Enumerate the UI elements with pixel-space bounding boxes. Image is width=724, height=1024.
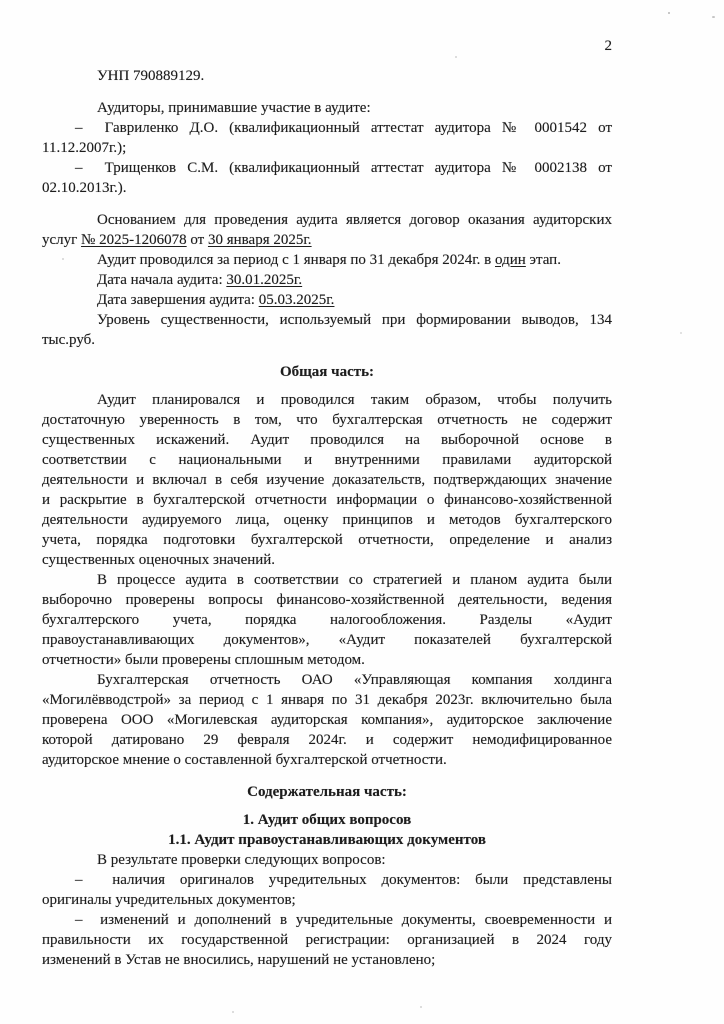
text-segment: – наличия оригиналов учредительных документов: были представлены — [75, 872, 612, 888]
text-line — [42, 330, 612, 350]
scan-speck — [455, 56, 457, 58]
line-gap — [42, 382, 612, 390]
page-number — [42, 36, 612, 56]
text-segment: изменений в Устав не вносились, нарушений не установлено; — [42, 952, 436, 968]
text-line — [42, 530, 612, 550]
text-line — [42, 570, 612, 590]
text-line — [42, 510, 612, 530]
text-segment: деятельности и включал в себя изучение доказательств, подтверждающих значение — [42, 472, 612, 488]
text-segment: Уровень существенности, используемый при формировании выводов, 134 — [97, 312, 612, 328]
text-segment: проверена ООО «Могилевская аудиторская компания», аудиторское заключение — [42, 712, 612, 728]
text-line — [42, 450, 612, 470]
text-segment: – изменений и дополнений в учредительные документы, своевременности и — [75, 912, 612, 928]
text-line — [42, 390, 612, 410]
text-line — [42, 270, 612, 290]
text-line — [42, 630, 612, 650]
text-segment: УНП 790889129. — [97, 68, 205, 84]
text-line — [42, 138, 612, 158]
text-segment: 1. Аудит общих вопросов — [242, 812, 412, 828]
text-segment: и раскрытие в бухгалтерской отчетности информации о финансово-хозяйственной — [42, 492, 612, 508]
text-segment: бухгалтерского учета, порядка налогообложения. Разделы «Аудит — [42, 612, 612, 628]
text-segment: соответствии с национальными и внутренними правилами аудиторской — [42, 452, 612, 468]
text-segment: Дата начала аудита: — [97, 272, 227, 288]
scan-speck — [668, 12, 670, 14]
heading-line — [42, 362, 612, 382]
text-line — [42, 650, 612, 670]
underlined-text: 30 января 2025г. — [207, 232, 312, 248]
line-gap — [42, 802, 612, 810]
text-segment: Аудиторы, принимавшие участие в аудите: — [97, 100, 371, 116]
text-line — [42, 590, 612, 610]
line-gap — [42, 770, 612, 782]
text-line — [42, 118, 612, 138]
text-line — [42, 290, 612, 310]
line-gap — [42, 86, 612, 98]
text-segment: которой датировано 29 февраля 2024г. и содержит немодифицированное — [42, 732, 612, 748]
text-line — [42, 410, 612, 430]
underlined-text: 05.03.2025г. — [258, 292, 335, 308]
text-segment: существенных оценочных значений. — [42, 552, 276, 568]
text-line — [42, 430, 612, 450]
text-segment: учета, порядка подготовки бухгалтерской отчетности, определение и анализ — [42, 532, 612, 548]
text-segment: Бухгалтерская отчетность ОАО «Управляющая компания холдинга — [97, 672, 612, 688]
text-line — [42, 230, 612, 250]
scan-speck — [680, 332, 682, 334]
text-segment: Содержательная часть: — [247, 784, 407, 800]
text-segment: – Трищенков С.М. (квалификационный аттестат аудитора № 0002138 от — [75, 160, 612, 176]
text-segment: Дата завершения аудита: — [97, 292, 259, 308]
text-segment: от — [186, 232, 208, 248]
text-segment: Основанием для проведения аудита является договор оказания аудиторских — [97, 212, 612, 228]
text-segment: оригиналы учредительных документов; — [42, 892, 296, 908]
text-line — [42, 910, 612, 930]
text-segment: отчетности» были проверены сплошным методом. — [42, 652, 365, 668]
line-gap — [42, 56, 612, 66]
text-line — [42, 710, 612, 730]
text-line — [42, 550, 612, 570]
text-segment: выборочно проверены вопросы финансово-хозяйственной деятельности, ведения — [42, 592, 612, 608]
text-segment: Аудит планировался и проводился таким образом, чтобы получить — [97, 392, 612, 408]
text-segment: этап. — [525, 252, 561, 268]
line-gap — [42, 198, 612, 210]
text-segment: 2 — [604, 38, 612, 54]
scan-speck — [712, 16, 715, 18]
text-segment: существенных искажений. Аудит проводился на выборочной основе в — [42, 432, 612, 448]
scan-speck — [232, 1011, 234, 1013]
text-line — [42, 750, 612, 770]
text-segment: правоустанавливающих документов», «Аудит показателей бухгалтерской — [42, 632, 612, 648]
text-segment: В результате проверки следующих вопросов: — [97, 852, 386, 868]
text-line — [42, 490, 612, 510]
text-line — [42, 690, 612, 710]
heading-line — [42, 810, 612, 830]
heading-line — [42, 782, 612, 802]
text-line — [42, 870, 612, 890]
text-segment: 11.12.2007г.); — [42, 140, 127, 156]
text-line — [42, 310, 612, 330]
text-line — [42, 158, 612, 178]
scan-speck — [420, 1006, 422, 1008]
heading-line — [42, 830, 612, 850]
text-segment: «Могилёвводстрой» за период с 1 января по 31 декабря 2023г. включительно была — [42, 692, 612, 708]
text-segment: аудиторское мнение о составленной бухгалтерской отчетности. — [42, 752, 447, 768]
text-line — [42, 850, 612, 870]
underlined-text: один — [495, 252, 526, 268]
text-line — [42, 930, 612, 950]
line-gap — [42, 350, 612, 362]
text-segment: правильности их государственной регистрации: организацией в 2024 году — [42, 932, 612, 948]
text-segment: 02.10.2013г.). — [42, 180, 127, 196]
underlined-text: № 2025-1206078 — [81, 232, 187, 248]
text-line — [42, 950, 612, 970]
text-line — [42, 98, 612, 118]
text-segment: Аудит проводился за период с 1 января по 31 декабря 2024г. в — [97, 252, 496, 268]
scan-speck — [62, 258, 64, 260]
text-segment: В процессе аудита в соответствии со стратегией и планом аудита были — [97, 572, 612, 588]
text-line — [42, 610, 612, 630]
text-line — [42, 670, 612, 690]
underlined-text: 30.01.2025г. — [226, 272, 303, 288]
text-line — [42, 66, 612, 86]
text-segment: – Гавриленко Д.О. (квалификационный аттестат аудитора № 0001542 от — [75, 120, 612, 136]
text-segment: 1.1. Аудит правоустанавливающих документов — [168, 832, 486, 848]
text-segment: деятельности аудируемого лица, оценку принципов и методов бухгалтерского — [42, 512, 612, 528]
text-segment: услуг — [42, 232, 82, 248]
text-line — [42, 730, 612, 750]
text-segment: тыс.руб. — [42, 332, 96, 348]
text-line — [42, 178, 612, 198]
text-segment: Общая часть: — [279, 364, 375, 380]
text-line — [42, 210, 612, 230]
text-line — [42, 250, 612, 270]
text-line — [42, 890, 612, 910]
text-segment: достаточную уверенность в том, что бухгалтерская отчетность не содержит — [42, 412, 612, 428]
text-line — [42, 470, 612, 490]
